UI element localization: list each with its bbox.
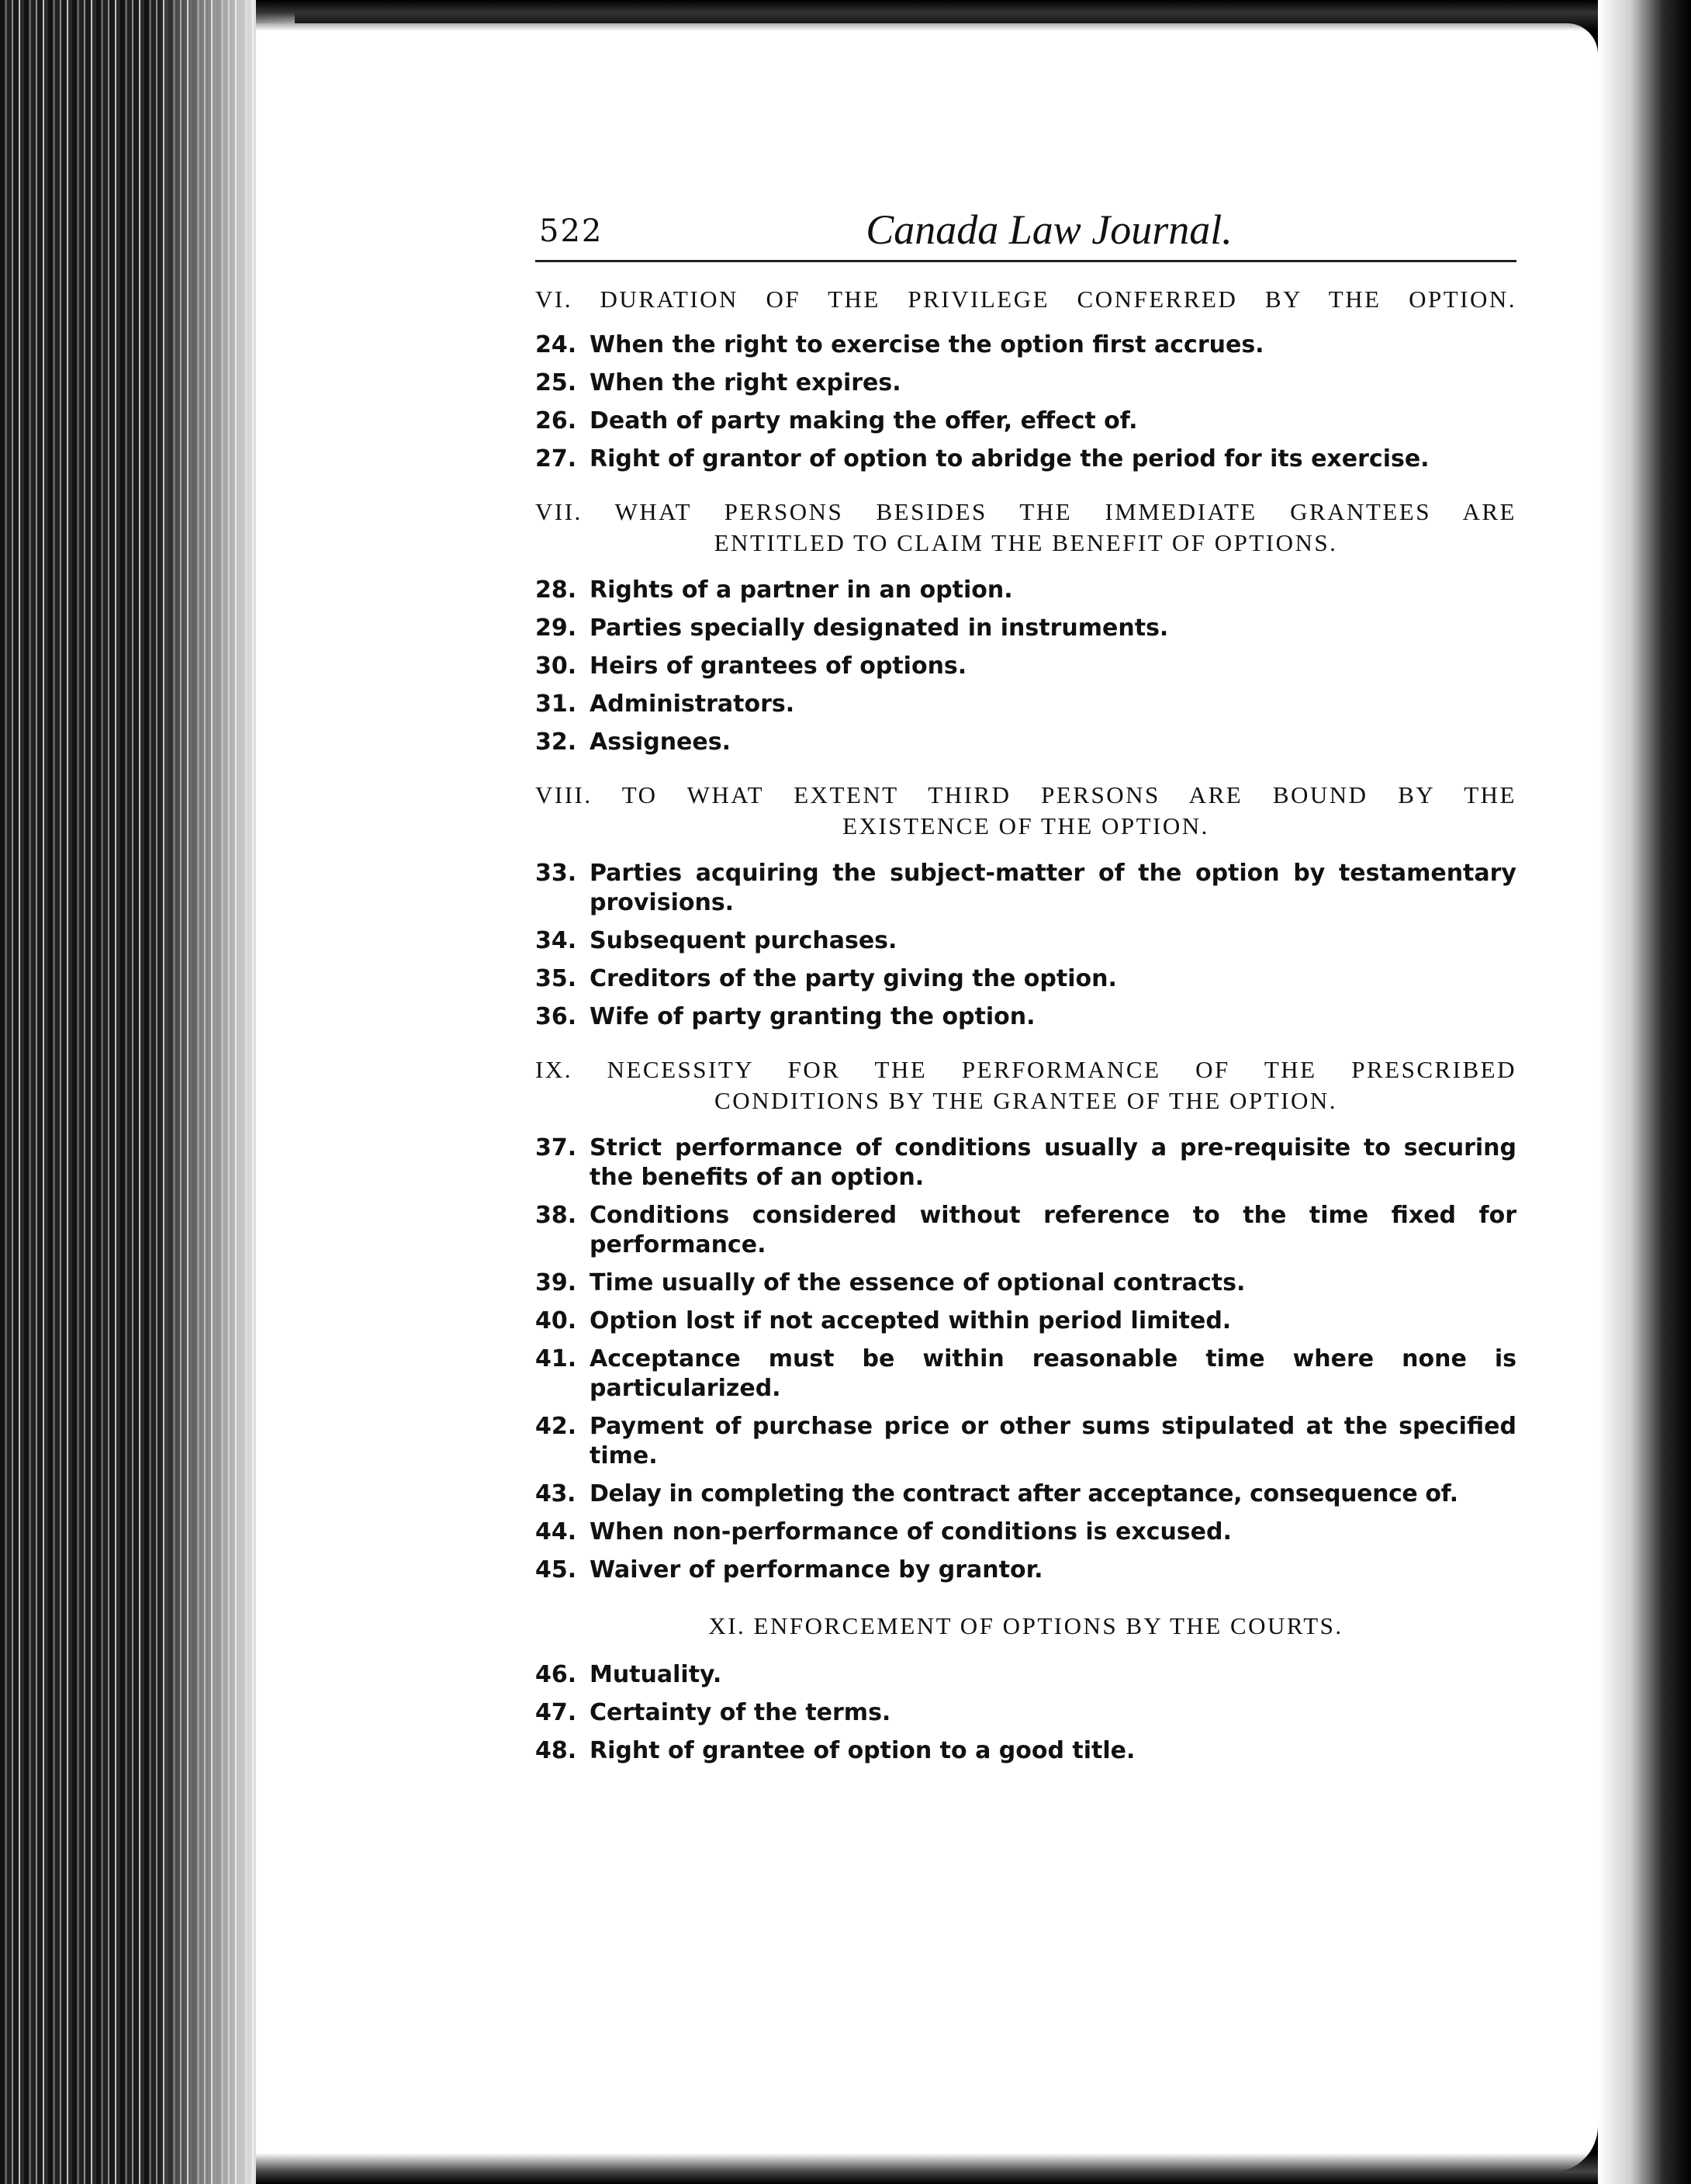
list-item — [535, 960, 1516, 998]
item-text: Right of grantor of option to abridge the period for its exercise. — [590, 445, 1430, 472]
list-item — [535, 571, 1516, 609]
right-scan-edge — [1598, 0, 1691, 2184]
item-number: 31. — [535, 691, 577, 718]
page-number: 522 — [539, 213, 603, 249]
item-text: Option lost if not accepted within period limited. — [590, 1307, 1232, 1334]
list-item — [535, 1551, 1516, 1589]
item-text: Administrators. — [590, 691, 795, 718]
item-text: Certainty of the terms. — [590, 1699, 891, 1726]
item-number: 25. — [535, 369, 577, 396]
list-item — [535, 1302, 1516, 1340]
item-number: 47. — [535, 1699, 577, 1726]
item-number: 35. — [535, 965, 577, 992]
section-heading-line: VI. DURATION OF THE PRIVILEGE CONFERRED BY THE OPTION. — [535, 286, 1516, 313]
item-text: Mutuality. — [590, 1661, 722, 1688]
item-text: Parties acquiring the subject-matter of the option by testamentary provisions. — [590, 860, 1516, 916]
item-number: 32. — [535, 729, 577, 756]
item-number: 39. — [535, 1269, 577, 1296]
gutter-shadow — [155, 0, 295, 2184]
section-heading-line: EXISTENCE OF THE OPTION. — [842, 812, 1209, 839]
item-number: 24. — [535, 331, 577, 358]
item-text: When non-performance of conditions is excused. — [590, 1518, 1232, 1545]
section-heading — [535, 1611, 1516, 1642]
item-text: Right of grantee of option to a good title. — [590, 1737, 1136, 1764]
item-number: 28. — [535, 576, 577, 604]
item-text: Heirs of grantees of options. — [590, 652, 967, 680]
item-text: Parties specially designated in instruments. — [590, 614, 1169, 642]
list-item — [535, 402, 1516, 440]
list-item — [535, 1196, 1516, 1264]
item-text: Death of party making the offer, effect of. — [590, 407, 1138, 434]
item-list — [535, 1129, 1516, 1589]
item-text: When the right expires. — [590, 369, 901, 396]
list-item — [535, 922, 1516, 960]
item-number: 29. — [535, 614, 577, 642]
list-item — [535, 1407, 1516, 1475]
item-text: Strict performance of conditions usually a pre-requisite to securing the benefits of an option. — [590, 1134, 1516, 1191]
section-ix — [535, 1054, 1516, 1589]
section-heading-line: VII. WHAT PERSONS BESIDES THE IMMEDIATE GRANTEES ARE — [535, 498, 1516, 525]
top-scan-edge — [256, 0, 1691, 31]
item-number: 46. — [535, 1661, 577, 1688]
section-heading — [535, 780, 1516, 842]
list-item — [535, 326, 1516, 364]
item-number: 42. — [535, 1413, 577, 1440]
item-text: Subsequent purchases. — [590, 927, 897, 954]
list-item — [535, 1475, 1516, 1513]
section-heading — [535, 284, 1516, 315]
item-text: Rights of a partner in an option. — [590, 576, 1013, 604]
item-number: 44. — [535, 1518, 577, 1545]
list-item — [535, 1694, 1516, 1732]
list-item — [535, 440, 1516, 478]
item-number: 33. — [535, 860, 577, 887]
list-item — [535, 1732, 1516, 1770]
item-number: 38. — [535, 1202, 577, 1229]
section-heading-line: CONDITIONS BY THE GRANTEE OF THE OPTION. — [714, 1087, 1337, 1114]
item-text: Time usually of the essence of optional contracts. — [590, 1269, 1246, 1296]
item-text: Delay in completing the contract after acceptance, consequence of. — [590, 1480, 1458, 1507]
item-number: 40. — [535, 1307, 577, 1334]
list-item — [535, 723, 1516, 761]
list-item — [535, 1340, 1516, 1407]
running-header — [535, 198, 1516, 262]
section-viii — [535, 780, 1516, 1036]
section-vii — [535, 497, 1516, 761]
list-item — [535, 364, 1516, 402]
item-list — [535, 854, 1516, 1036]
item-text: Wife of party granting the option. — [590, 1003, 1036, 1030]
item-number: 45. — [535, 1556, 577, 1583]
item-number: 34. — [535, 927, 577, 954]
section-xi — [535, 1611, 1516, 1770]
item-number: 27. — [535, 445, 577, 472]
item-text: When the right to exercise the option first accrues. — [590, 331, 1264, 358]
item-list — [535, 1656, 1516, 1770]
item-text: Creditors of the party giving the option. — [590, 965, 1117, 992]
section-heading-line: VIII. TO WHAT EXTENT THIRD PERSONS ARE BOUND BY THE — [535, 781, 1516, 808]
item-number: 48. — [535, 1737, 577, 1764]
item-list — [535, 571, 1516, 761]
section-heading — [535, 497, 1516, 559]
list-item — [535, 854, 1516, 922]
list-item — [535, 1513, 1516, 1551]
item-text: Waiver of performance by grantor. — [590, 1556, 1043, 1583]
list-item — [535, 647, 1516, 685]
list-item — [535, 685, 1516, 723]
section-vi — [535, 284, 1516, 478]
list-item — [535, 1656, 1516, 1694]
item-text: Conditions considered without reference to the time fixed for performance. — [590, 1202, 1516, 1258]
section-heading-line: ENTITLED TO CLAIM THE BENEFIT OF OPTIONS. — [714, 529, 1338, 556]
item-number: 36. — [535, 1003, 577, 1030]
item-number: 37. — [535, 1134, 577, 1161]
item-number: 26. — [535, 407, 577, 434]
list-item — [535, 1264, 1516, 1302]
journal-title: Canada Law Journal. — [866, 206, 1233, 253]
page-content — [535, 198, 1516, 1770]
list-item — [535, 1129, 1516, 1196]
item-number: 43. — [535, 1480, 576, 1507]
section-heading — [535, 1054, 1516, 1116]
item-text: Payment of purchase price or other sums stipulated at the specified time. — [590, 1413, 1516, 1469]
list-item — [535, 998, 1516, 1036]
bottom-scan-edge — [256, 2153, 1691, 2184]
item-number: 41. — [535, 1345, 577, 1372]
item-number: 30. — [535, 652, 577, 680]
item-text: Assignees. — [590, 729, 731, 756]
item-text: Acceptance must be within reasonable time where none is particularized. — [590, 1345, 1516, 1402]
section-heading-line: IX. NECESSITY FOR THE PERFORMANCE OF THE PRESCRIBED — [535, 1056, 1516, 1083]
list-item — [535, 609, 1516, 647]
section-heading-line: XI. ENFORCEMENT OF OPTIONS BY THE COURTS. — [708, 1612, 1343, 1639]
item-list — [535, 326, 1516, 478]
